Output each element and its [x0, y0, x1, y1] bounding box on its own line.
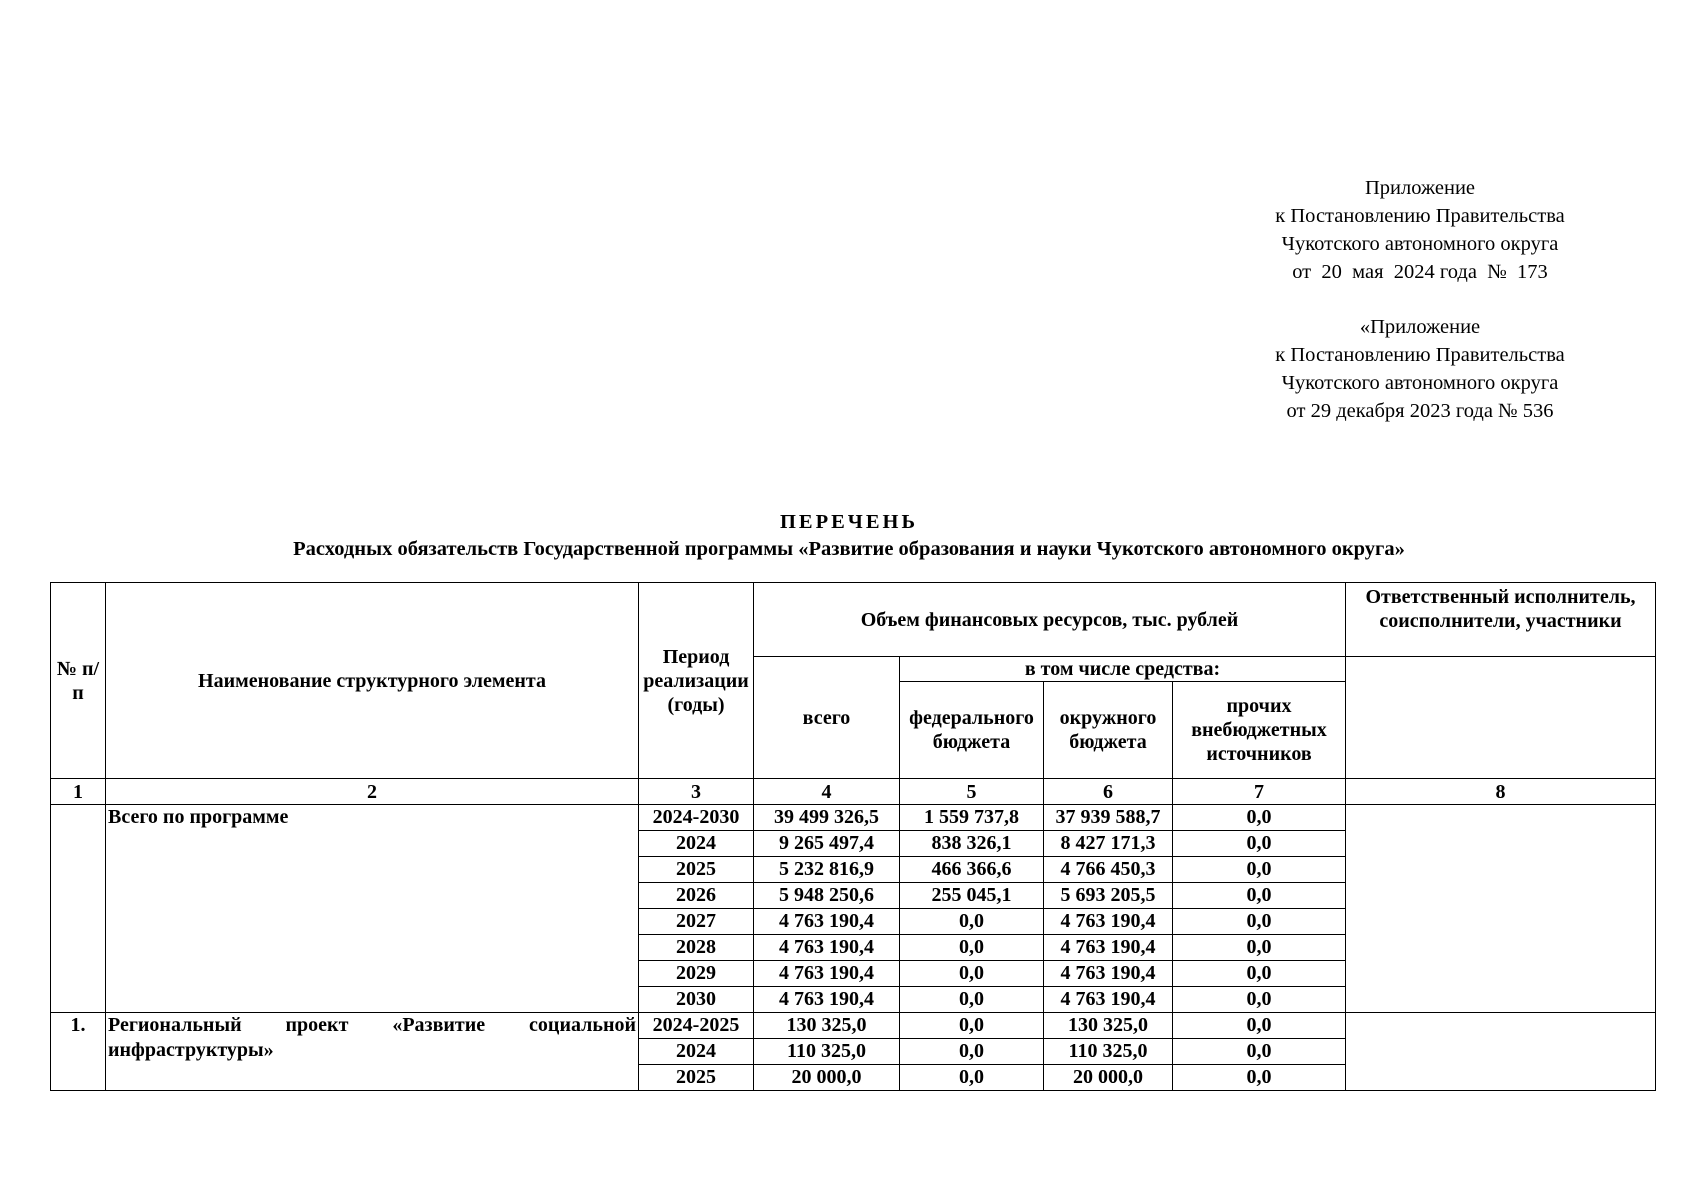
cell-federal: 0,0 — [900, 1039, 1044, 1065]
cell-district: 8 427 171,3 — [1044, 831, 1173, 857]
cell-other: 0,0 — [1173, 1065, 1346, 1091]
cell-other: 0,0 — [1173, 1013, 1346, 1039]
cell-district: 110 325,0 — [1044, 1039, 1173, 1065]
section-name: Всего по программе — [106, 805, 639, 1013]
cell-other: 0,0 — [1173, 961, 1346, 987]
cell-district: 4 763 190,4 — [1044, 987, 1173, 1013]
column-number: 1 — [51, 779, 106, 805]
cell-total: 4 763 190,4 — [754, 909, 900, 935]
cell-period: 2026 — [639, 883, 754, 909]
cell-total: 4 763 190,4 — [754, 987, 900, 1013]
section-number — [51, 805, 106, 1013]
header-federal: федерального бюджета — [900, 682, 1044, 779]
cell-federal: 466 366,6 — [900, 857, 1044, 883]
expenditure-table — [50, 582, 1656, 1091]
approval-block-current — [1225, 174, 1615, 286]
cell-other: 0,0 — [1173, 831, 1346, 857]
table-row — [51, 805, 1656, 831]
cell-other: 0,0 — [1173, 805, 1346, 831]
header-other: прочих внебюджетных источников — [1173, 682, 1346, 779]
cell-federal: 1 559 737,8 — [900, 805, 1044, 831]
cell-other: 0,0 — [1173, 883, 1346, 909]
document-subtitle: Расходных обязательств Государственной программы «Развитие образования и науки Чукотского автономного округа» — [293, 538, 1405, 560]
cell-district: 20 000,0 — [1044, 1065, 1173, 1091]
section-responsible — [1346, 805, 1656, 1013]
cell-federal: 0,0 — [900, 1013, 1044, 1039]
cell-federal: 0,0 — [900, 961, 1044, 987]
table-row — [51, 1013, 1656, 1039]
header-responsible: Ответственный исполнитель, соисполнители, участники — [1346, 583, 1656, 657]
cell-period: 2029 — [639, 961, 754, 987]
column-number: 5 — [900, 779, 1044, 805]
header-name: Наименование структурного элемента — [106, 583, 639, 779]
cell-district: 4 763 190,4 — [1044, 909, 1173, 935]
cell-total: 9 265 497,4 — [754, 831, 900, 857]
header-including: в том числе средства: — [900, 657, 1346, 682]
approval-line: от 29 декабря 2023 года № 536 — [1286, 400, 1554, 422]
header-volume: Объем финансовых ресурсов, тыс. рублей — [754, 583, 1346, 657]
approval-line: Чукотского автономного округа — [1281, 372, 1559, 394]
cell-federal: 0,0 — [900, 987, 1044, 1013]
cell-total: 5 948 250,6 — [754, 883, 900, 909]
cell-other: 0,0 — [1173, 935, 1346, 961]
cell-total: 4 763 190,4 — [754, 961, 900, 987]
cell-federal: 838 326,1 — [900, 831, 1044, 857]
cell-district: 4 763 190,4 — [1044, 961, 1173, 987]
cell-period: 2025 — [639, 857, 754, 883]
cell-federal: 0,0 — [900, 909, 1044, 935]
cell-period: 2025 — [639, 1065, 754, 1091]
cell-period: 2030 — [639, 987, 754, 1013]
section-responsible — [1346, 1013, 1656, 1091]
header-num: № п/п — [51, 583, 106, 779]
approval-line: от 20 мая 2024 года № 173 — [1292, 261, 1548, 283]
column-number: 4 — [754, 779, 900, 805]
header-total: всего — [754, 657, 900, 779]
header-period: Период реализации (годы) — [639, 583, 754, 779]
column-number: 8 — [1346, 779, 1656, 805]
cell-period: 2024 — [639, 1039, 754, 1065]
approval-line: к Постановлению Правительства — [1275, 205, 1565, 227]
cell-federal: 0,0 — [900, 935, 1044, 961]
document-title: ПЕРЕЧЕНЬ — [779, 511, 919, 533]
cell-total: 4 763 190,4 — [754, 935, 900, 961]
cell-district: 37 939 588,7 — [1044, 805, 1173, 831]
cell-district: 5 693 205,5 — [1044, 883, 1173, 909]
cell-district: 4 763 190,4 — [1044, 935, 1173, 961]
cell-total: 5 232 816,9 — [754, 857, 900, 883]
cell-district: 130 325,0 — [1044, 1013, 1173, 1039]
column-number: 3 — [639, 779, 754, 805]
cell-other: 0,0 — [1173, 909, 1346, 935]
cell-period: 2028 — [639, 935, 754, 961]
column-number: 6 — [1044, 779, 1173, 805]
header-district: окружного бюджета — [1044, 682, 1173, 779]
column-number: 2 — [106, 779, 639, 805]
cell-period: 2024-2025 — [639, 1013, 754, 1039]
cell-total: 39 499 326,5 — [754, 805, 900, 831]
cell-total: 110 325,0 — [754, 1039, 900, 1065]
approval-line: к Постановлению Правительства — [1275, 344, 1565, 366]
approval-line: Чукотского автономного округа — [1281, 233, 1559, 255]
cell-total: 20 000,0 — [754, 1065, 900, 1091]
cell-total: 130 325,0 — [754, 1013, 900, 1039]
section-name: Региональный проект «Развитие социальной инфраструктуры» — [106, 1013, 639, 1091]
cell-district: 4 766 450,3 — [1044, 857, 1173, 883]
header-responsible-blank — [1346, 657, 1656, 779]
cell-other: 0,0 — [1173, 987, 1346, 1013]
cell-period: 2027 — [639, 909, 754, 935]
cell-federal: 255 045,1 — [900, 883, 1044, 909]
cell-period: 2024-2030 — [639, 805, 754, 831]
column-number: 7 — [1173, 779, 1346, 805]
approval-line: Приложение — [1364, 177, 1476, 199]
cell-other: 0,0 — [1173, 1039, 1346, 1065]
approval-line: «Приложение — [1359, 316, 1481, 338]
approval-block-previous — [1225, 313, 1615, 425]
cell-federal: 0,0 — [900, 1065, 1044, 1091]
cell-other: 0,0 — [1173, 857, 1346, 883]
cell-period: 2024 — [639, 831, 754, 857]
section-number: 1. — [51, 1013, 106, 1091]
